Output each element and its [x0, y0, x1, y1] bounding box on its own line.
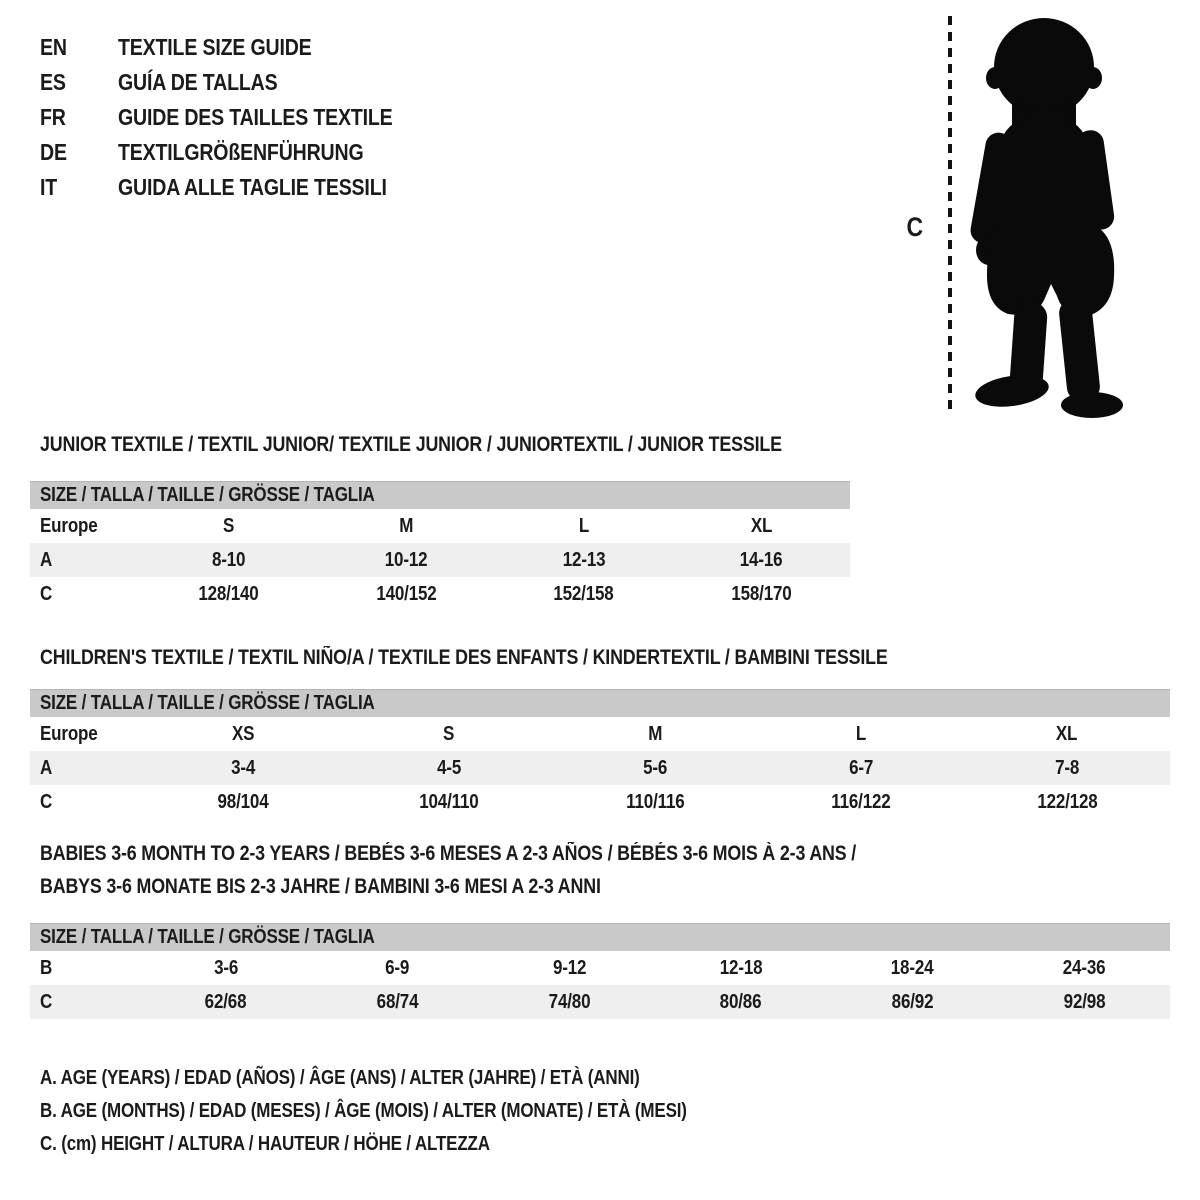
row-label: B [40, 956, 53, 979]
size-cell: 12-18 [719, 956, 763, 979]
size-cell: 122/128 [1036, 790, 1098, 813]
size-cell: 86/92 [891, 990, 934, 1013]
table-row-age [30, 751, 1170, 785]
size-header-label: SIZE / TALLA / TAILLE / GRÖSSE / TAGLIA [40, 692, 375, 714]
guide-title-fr: GUIDE DES TAILLES TEXTILE [118, 104, 393, 130]
row-label: C [40, 790, 53, 813]
size-cell: 128/140 [198, 582, 259, 605]
babies-title-line1: BABIES 3-6 MONTH TO 2-3 YEARS / BEBÉS 3-6 MESES A 2-3 AÑOS / BÉBÉS 3-6 MOIS À 2-3 ANS / [40, 842, 857, 865]
row-label: A [40, 548, 53, 571]
language-code: EN [40, 34, 67, 60]
babies-size-table [30, 923, 1170, 1019]
junior-size-table [30, 481, 850, 611]
guide-title-de: TEXTILGRÖßENFÜHRUNG [118, 139, 364, 165]
size-cell: 74/80 [548, 990, 591, 1013]
size-cell: 104/110 [419, 790, 479, 813]
babies-section-title [40, 837, 1000, 903]
column-header: M [648, 722, 662, 745]
size-cell: 5-6 [642, 756, 668, 779]
language-code: DE [40, 139, 67, 165]
size-cell: 80/86 [719, 990, 762, 1013]
legend-line-b: B. AGE (MONTHS) / EDAD (MESES) / ÂGE (MOIS) / ALTER (MONATE) / ETÀ (MESI) [40, 1100, 687, 1122]
region-label: Europe [40, 514, 98, 537]
size-cell: 24-36 [1062, 956, 1106, 979]
babies-title-line2: BABYS 3-6 MONATE BIS 2-3 JAHRE / BAMBINI 3-6 MESI A 2-3 ANNI [40, 875, 601, 898]
size-cell: 18-24 [891, 956, 934, 979]
table-row-height [30, 577, 850, 611]
measurement-legend [40, 1062, 801, 1161]
size-cell: 110/116 [625, 790, 685, 813]
size-header-bar [30, 481, 850, 509]
size-cell: 10-12 [384, 548, 428, 571]
guide-title-en: TEXTILE SIZE GUIDE [118, 34, 312, 60]
size-header-label: SIZE / TALLA / TAILLE / GRÖSSE / TAGLIA [40, 484, 375, 506]
size-cell: 3-6 [213, 956, 238, 979]
row-label: A [40, 756, 53, 779]
size-cell: 8-10 [212, 548, 246, 571]
size-cell: 6-9 [385, 956, 410, 979]
column-header: L [855, 722, 867, 745]
size-header-bar [30, 689, 1170, 717]
language-code: IT [40, 174, 58, 200]
size-header-label: SIZE / TALLA / TAILLE / GRÖSSE / TAGLIA [40, 926, 375, 948]
table-row-height [30, 785, 1170, 819]
size-cell: 12-13 [562, 548, 606, 571]
guide-title-es: GUÍA DE TALLAS [118, 69, 278, 95]
legend-line-c: C. (cm) HEIGHT / ALTURA / HAUTEUR / HÖHE / ALTEZZA [40, 1133, 490, 1155]
column-header: M [399, 514, 414, 537]
height-measure-line [948, 16, 952, 416]
size-cell: 6-7 [848, 756, 874, 779]
column-header: XL [750, 514, 772, 537]
children-section-title: CHILDREN'S TEXTILE / TEXTIL NIÑO/A / TEXTILE DES ENFANTS / KINDERTEXTIL / BAMBINI TESSILE [40, 646, 888, 669]
height-figure [0, 0, 1200, 440]
size-cell: 158/170 [731, 582, 792, 605]
table-row-age [30, 543, 850, 577]
junior-section-title: JUNIOR TEXTILE / TEXTIL JUNIOR/ TEXTILE JUNIOR / JUNIORTEXTIL / JUNIOR TESSILE [40, 433, 782, 456]
size-cell: 92/98 [1063, 990, 1106, 1013]
size-cell: 4-5 [436, 756, 462, 779]
table-row-months [30, 951, 1170, 985]
table-header-row [30, 509, 850, 543]
size-cell: 116/122 [831, 790, 891, 813]
size-cell: 14-16 [739, 548, 783, 571]
size-cell: 9-12 [552, 956, 586, 979]
column-header: XS [231, 722, 255, 745]
size-header-bar [30, 923, 1170, 951]
column-header: XL [1056, 722, 1078, 745]
size-cell: 62/68 [204, 990, 247, 1013]
language-code: ES [40, 69, 66, 95]
children-size-table [30, 689, 1170, 819]
region-label: Europe [40, 722, 98, 745]
size-cell: 68/74 [376, 990, 419, 1013]
table-header-row [30, 717, 1170, 751]
size-cell: 140/152 [376, 582, 437, 605]
column-header: L [578, 514, 589, 537]
size-cell: 98/104 [217, 790, 269, 813]
guide-title-it: GUIDA ALLE TAGLIE TESSILI [118, 174, 387, 200]
column-header: S [223, 514, 235, 537]
column-header: S [443, 722, 455, 745]
size-cell: 3-4 [230, 756, 256, 779]
row-label: C [40, 582, 53, 605]
height-measure-label: C [906, 212, 923, 242]
language-code: FR [40, 104, 66, 130]
toddler-silhouette-icon [962, 14, 1140, 419]
size-cell: 152/158 [553, 582, 614, 605]
row-label: C [40, 990, 53, 1013]
size-cell: 7-8 [1054, 756, 1080, 779]
table-row-height [30, 985, 1170, 1019]
legend-line-a: A. AGE (YEARS) / EDAD (AÑOS) / ÂGE (ANS) / ALTER (JAHRE) / ETÀ (ANNI) [40, 1067, 640, 1089]
